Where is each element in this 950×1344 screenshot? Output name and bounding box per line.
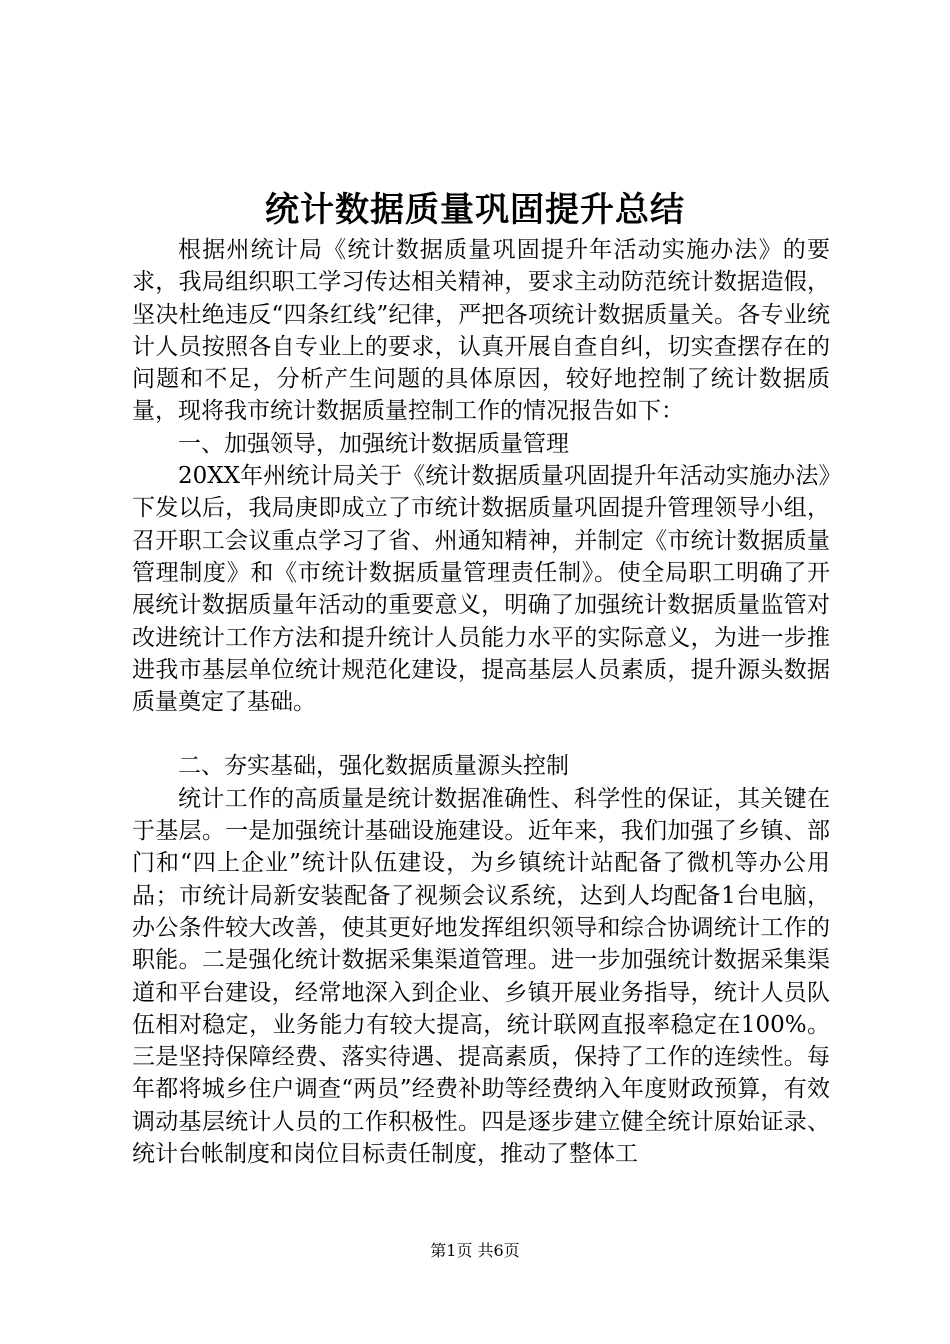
section-heading-1: 一、加强领导，加强统计数据质量管理 [178, 430, 569, 457]
document-title: 统计数据质量巩固提升总结 [265, 190, 685, 230]
section-2-paragraph: 统计工作的高质量是统计数据准确性、科学性的保证，其关键在于基层。一是加强统计基础设施建设。近年来，我们加强了乡镇、部门和“四上企业”统计队伍建设，为乡镇统计站配备了微机等办公用品；市统计局新安装配备了视频会议系统，达到人均配备1台电脑，办公条件较大改善，使其更好地发挥组织领导和综合协调统计工作的职能。二是强化统计数据采集渠道管理。进一步加强统计数据采集渠道和平台建设，经常地深入到企业、乡镇开展业务指导，统计人员队伍相对稳定，业务能力有较大提高，统计联网直报率稳定在100%。三是坚持保障经费、落实待遇、提高素质，保持了工作的连续性。每年都将城乡住户调查“两员”经费补助等经费纳入年度财政预算，有效调动基层统计人员的工作积极性。四是逐步建立健全统计原始证录、统计台帐制度和岗位目标责任制度，推动了整体工 [132, 785, 830, 1168]
section-1-paragraph: 20XX年州统计局关于《统计数据质量巩固提升年活动实施办法》下发以后，我局庚即成立了市统计数据质量巩固提升管理领导小组，召开职工会议重点学习了省、州通知精神，并制定《市统计数据质量管理制度》和《市统计数据质量管理责任制》。使全局职工明确了开展统计数据质量年活动的重要意义，明确了加强统计数据质量监管对改进统计工作方法和提升统计人员能力水平的实际意义，为进一步推进我市基层单位统计规范化建设，提高基层人员素质，提升源头数据质量奠定了基础。 [132, 463, 830, 716]
document-body [132, 234, 830, 1170]
intro-paragraph: 根据州统计局《统计数据质量巩固提升年活动实施办法》的要求，我局组织职工学习传达相关精神，要求主动防范统计数据造假，坚决杜绝违反“四条红线”纪律，严把各项统计数据质量关。各专业统计人员按照各自专业上的要求，认真开展自查自纠，切实查摆存在的问题和不足，分析产生问题的具体原因，较好地控制了统计数据质量，现将我市统计数据质量控制工作的情况报告如下： [132, 237, 830, 425]
section-heading-2: 二、夯实基础，强化数据质量源头控制 [178, 753, 569, 780]
paragraph-spacer [132, 718, 830, 750]
page-number-footer: 第1页 共6页 [430, 1241, 520, 1260]
